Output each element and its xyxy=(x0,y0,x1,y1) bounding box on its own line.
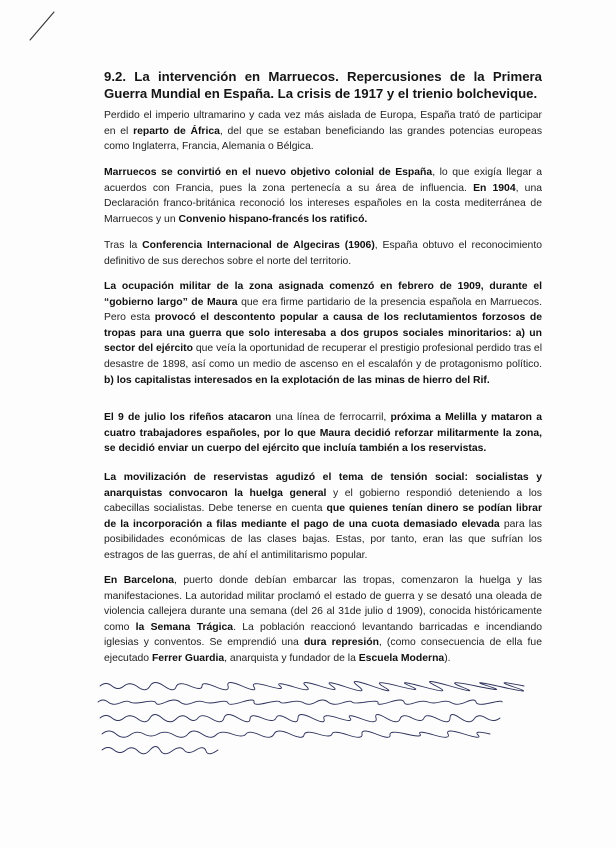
paragraph-barcelona xyxy=(104,573,542,667)
text-run: , una Declaración franco-británica reconoció los intereses españoles en la costa mediterránea de Marruecos y un xyxy=(104,182,543,225)
handwritten-note xyxy=(92,678,562,758)
bold-text: La movilización de reservistas agudizó el tema de tensión social: socialistas y anarquistas convocaron la huelga general xyxy=(104,472,542,499)
bold-text: la Semana Trágica xyxy=(135,621,234,633)
bold-text: próxima a Melilla y mataron a cuatro trabajadores españoles, por lo que Maura decidió reforzar militarmente la zona, se decidió enviar un cuerpo del ejército que incluía también a los reservistas. xyxy=(104,412,542,455)
paragraph-marruecos xyxy=(104,165,542,227)
text-run: , puerto donde debían embarcar las tropas, comenzaron la huelga y las manifestaciones. La autoridad militar proclamó el estado de guerra y se desató una oleada de violencia callejera durante una semana (del 26 al 31de julio d 1909), conocida históricamente como xyxy=(104,575,542,633)
text-run: que veía la oportunidad de recuperar el prestigio profesional perdido tras el desastre de 1898, así como un medio de ascenso en el escalafón y de protagonismo político. xyxy=(104,343,542,370)
paragraph-imperio xyxy=(104,108,542,155)
text-run: Perdido el imperio ultramarino y cada vez más aislada de Europa, España trató de participar en el xyxy=(104,110,542,137)
paragraph-movilizacion xyxy=(104,470,542,564)
bold-text: El 9 de julio los rifeños atacaron xyxy=(104,412,272,423)
bold-text: reparto de África xyxy=(133,125,220,137)
text-run: ). xyxy=(444,652,451,664)
pen-mark xyxy=(28,8,58,42)
bold-text: que quienes tenían dinero se podían librar de la incorporación a filas mediante el pago de una cuota demasiado elevada xyxy=(104,503,542,530)
bold-text: En 1904 xyxy=(473,182,516,194)
bold-text: dura represión xyxy=(303,637,379,649)
paragraph-algeciras xyxy=(104,238,542,269)
text-run: , lo que exigía llegar a acuerdos con Francia, pues la zona pertenecía a su área de influencia. xyxy=(104,167,542,194)
text-run: , del que se estaban beneficiando las grandes potencias europeas como Inglaterra, Francia, Alemania o Bélgica. xyxy=(104,125,543,153)
text-run: Tras la xyxy=(104,240,143,251)
text-run: , España obtuvo el reconocimiento definitivo de sus derechos sobre el norte del territorio. xyxy=(104,240,542,267)
text-run: , (como consecuencia de ella fue ejecutado xyxy=(104,637,542,664)
bold-text: Conferencia Internacional de Algeciras (1906) xyxy=(142,240,375,251)
paragraph-ocupacion xyxy=(104,279,542,388)
bold-text: Ferrer Guardia xyxy=(151,652,225,664)
bold-text: Convenio hispano-francés los ratificó. xyxy=(178,213,368,225)
text-run: y el gobierno respondió deteniendo a los cabecillas socialistas. Debe tenerse en cuenta xyxy=(104,487,542,515)
bold-text: En Barcelona xyxy=(104,575,174,586)
bold-text: provocó el descontento popular a causa de los reclutamientos forzosos de tropas para una guerra que solo interesaba a dos grupos sociales minoritarios: a) un sector del ejército xyxy=(104,312,542,355)
bold-text: Escuela Moderna xyxy=(358,652,445,664)
bold-text: b) los capitalistas interesados en la explotación de las minas de hierro del Rif. xyxy=(104,374,490,386)
text-run: una línea de ferrocarril, xyxy=(271,412,391,423)
paragraph-rifenos xyxy=(104,410,542,457)
section-title: 9.2. La intervención en Marruecos. Repercusiones de la Primera Guerra Mundial en España. La crisis de 1917 y el trienio bolchevique. xyxy=(104,69,542,101)
text-run: para las posibilidades económicas de las clases bajas. Estas, por tanto, eran las que sufrían los estragos de las guerras, de ahí el antimilitarismo popular. xyxy=(104,518,543,561)
bold-text: La ocupación militar de la zona asignada comenzó en febrero de 1909, durante el “gobierno largo” de Maura xyxy=(104,281,542,308)
bold-text: Marruecos se convirtió en el nuevo objetivo colonial de España xyxy=(104,167,433,178)
text-run: , anarquista y fundador de la xyxy=(224,652,359,664)
text-run: que era firme partidario de la presencia española en Marruecos. Pero esta xyxy=(104,296,542,324)
text-run: . La población reaccionó levantando barricadas e incendiando iglesias y conventos. Se emprendió una xyxy=(104,621,543,649)
